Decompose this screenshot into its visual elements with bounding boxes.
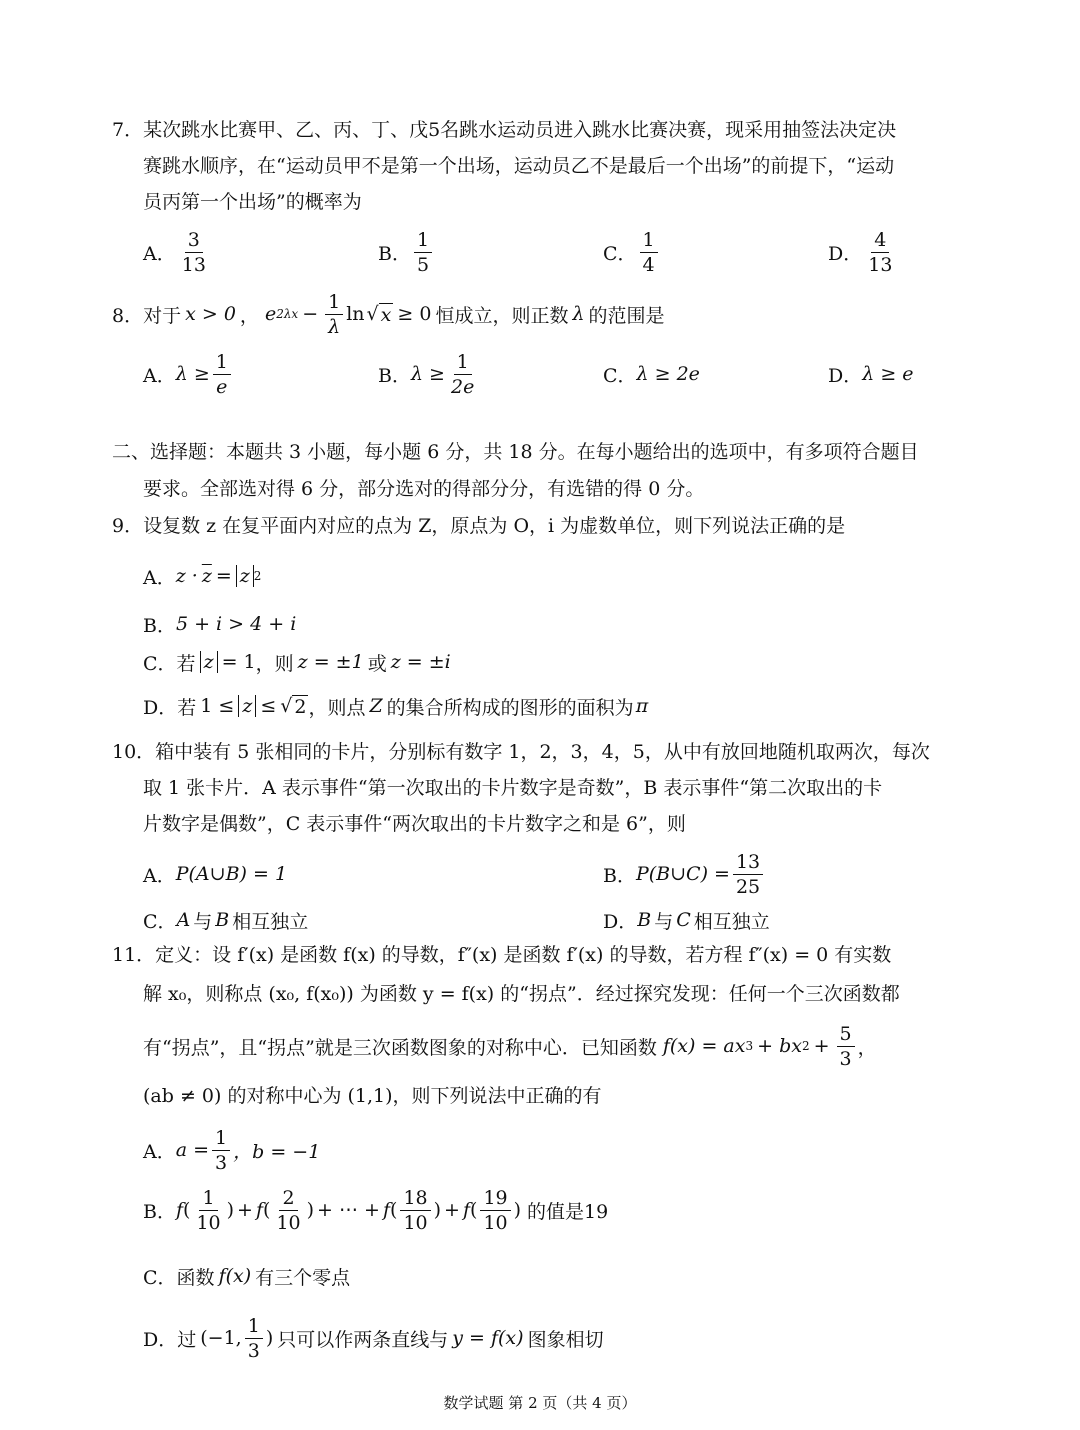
fraction: $\frac{19}{10}$ [480,1186,510,1235]
fraction: $\frac{18}{10}$ [400,1186,430,1235]
page-footer: 数学试题 第 2 页（共 4 页） [443,1394,637,1412]
fraction: $\frac{2}{10}$ [276,1186,301,1234]
q11-stem-line4: (ab ≠ 0) 的对称中心为 (1,1)，则下列说法中正确的有 [143,1085,602,1107]
q11-option-a: A． a = $\frac{1}{3}$ ，b = −1 [143,1126,321,1174]
q7-option-c: C． $\frac{1}{4}$ [603,224,661,280]
fraction: $\frac{4}{13}$ [868,228,893,276]
q7-option-b: B． $\frac{1}{5}$ [378,224,435,280]
fraction: $\frac{1}{5}$ [414,228,432,277]
fraction: $\frac{1}{e}$ [213,350,231,399]
q7-option-a: A． $\frac{3}{13}$ [143,224,212,280]
q11-option-d: D． 过 (−1, $\frac{1}{3}$ ) 只可以作两条直线与 y = f(x) 图象相切 [143,1314,604,1362]
q9-stem: 9．设复数 z 在复平面内对应的点为 Z，原点为 O，i 为虚数单位，则下列说法正确的是 [112,515,846,537]
section2-header-line1: 二、选择题：本题共 3 小题，每小题 6 分，共 18 分。在每小题给出的选项中，有多项符合题目 [112,441,919,463]
q8-stem: 8． 对于 x > 0 ， e 2λx − $\frac{1}{\lambda}$ ln √ x ≥ 0 恒成立，则正数 λ 的范围是 [112,290,665,338]
fraction: $\frac{5}{3}$ [837,1022,855,1071]
fraction: $\frac{1}{\lambda}$ [325,290,343,339]
q8-option-a: A． λ ≥ $\frac{1}{e}$ [143,346,234,402]
fraction: $\frac{1}{10}$ [196,1186,221,1234]
fraction: $\frac{1}{3}$ [245,1314,263,1363]
q10-option-b: B． P(B∪C) = $\frac{13}{25}$ [603,846,766,902]
q8-option-d: D． λ ≥ e [828,363,914,387]
q7-stem-line1: 7．某次跳水比赛甲、乙、丙、丁、戊5名跳水运动员进入跳水比赛决赛，现采用抽签法决定决 [112,119,897,141]
q7-stem-line2: 赛跳水顺序，在“运动员甲不是第一个出场，运动员乙不是最后一个出场”的前提下，“运动 [143,155,895,177]
fraction: $\frac{1}{4}$ [640,228,658,277]
q11-stem-line1: 11．定义：设 f′(x) 是函数 f(x) 的导数，f″(x) 是函数 f′(x) 的导数，若方程 f″(x) = 0 有实数 [112,944,892,966]
q9-option-d: D． 若 1 ≤ z ≤ √ 2 ，则点 Z 的集合所构成的图形的面积为 π [143,695,649,719]
q11-stem-line3: 有“拐点”，且“拐点”就是三次函数图象的对称中心．已知函数 f(x) = ax 3 + bx 2 + $\frac{5}{3}$ ， [143,1022,877,1070]
q10-stem-line3: 片数字是偶数”，C 表示事件“两次取出的卡片数字之和是 6”，则 [143,813,686,835]
q10-option-d: D． B 与 C 相互独立 [603,909,770,933]
q11-stem-line2: 解 x₀，则称点 (x₀, f(x₀)) 为函数 y = f(x) 的“拐点”．经过探究发现：任何一个三次函数都 [143,983,900,1005]
section2-header-line2: 要求。全部选对得 6 分，部分选对的得部分分，有选错的得 0 分。 [143,478,705,500]
fraction: $\frac{3}{13}$ [181,228,206,276]
q9-option-b: B． 5 + i > 4 + i [143,613,297,637]
q8-option-c: C． λ ≥ 2e [603,363,700,387]
q7-stem-line3: 员丙第一个出场”的概率为 [143,191,362,213]
q9-option-a: A． z · $\overline{z}$ = z 2 [143,565,262,589]
q9-option-c: C． 若 z = 1 ，则 z = ±1 或 z = ±i [143,651,451,675]
fraction: $\frac{13}{25}$ [733,850,763,899]
fraction: $\frac{1}{2e}$ [450,350,475,398]
fraction: $\frac{1}{3}$ [212,1126,230,1175]
q10-option-c: C． A 与 B 相互独立 [143,909,309,933]
q7-option-d: D． $\frac{4}{13}$ [828,224,898,280]
q10-stem-line2: 取 1 张卡片．A 表示事件“第一次取出的卡片数字是奇数”，B 表示事件“第二次取出的卡 [143,777,883,799]
q11-option-c: C． 函数 f(x) 有三个零点 [143,1265,351,1289]
q8-option-b: B． λ ≥ $\frac{1}{2e}$ [378,346,480,402]
q10-option-a: A． P(A∪B) = 1 [143,863,288,887]
q11-option-b: B． f ( $\frac{1}{10}$ ) + f ( $\frac{2}{10}$ ) + ⋯ + f ( $\frac{18}{10}$ ) + f ( $\frac{19}{10}$ ) 的值是19 [143,1186,609,1234]
q10-stem-line1: 10．箱中装有 5 张相同的卡片，分别标有数字 1，2，3，4，5，从中有放回地随机取两次，每次 [112,741,930,763]
